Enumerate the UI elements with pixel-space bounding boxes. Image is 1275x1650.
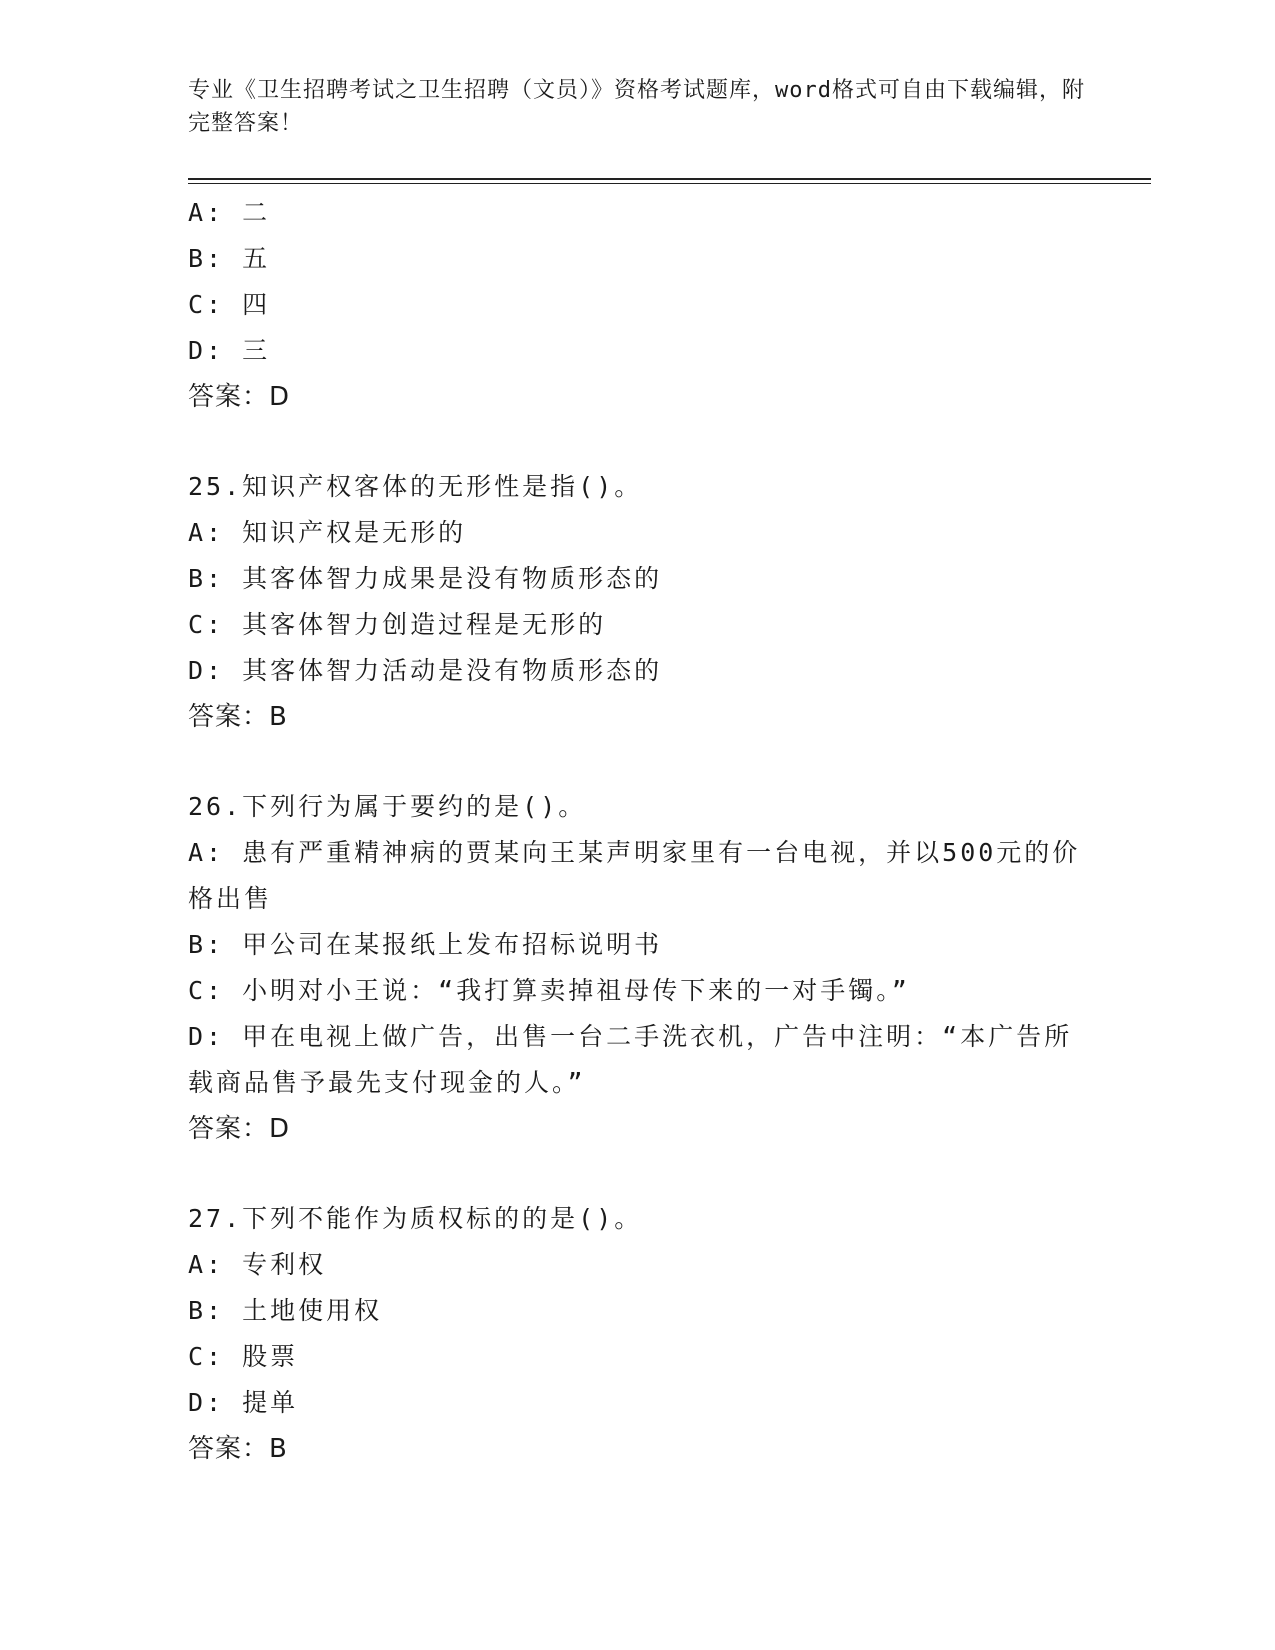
answer-line: 答案：B — [188, 702, 288, 732]
header-divider-thick — [188, 178, 1151, 180]
question-list — [188, 190, 1088, 1472]
answer-line: 答案：D — [188, 1114, 291, 1144]
spacer — [188, 740, 1088, 784]
option-a: A: 知识产权是无形的 — [188, 518, 467, 547]
answer-line: 答案：D — [188, 382, 291, 412]
header-divider-thin — [188, 183, 1151, 184]
question-text: 26.下列行为属于要约的是()。 — [188, 792, 587, 821]
option-c: C: 其客体智力创造过程是无形的 — [188, 610, 607, 639]
option-b: B: 土地使用权 — [188, 1296, 383, 1325]
option-a: A: 二 — [188, 198, 271, 227]
spacer — [188, 1152, 1088, 1196]
option-a: A: 患有严重精神病的贾某向王某声明家里有一台电视，并以500元的价格出售 — [188, 838, 1081, 913]
document-header — [188, 74, 1088, 140]
option-b: B: 甲公司在某报纸上发布招标说明书 — [188, 930, 663, 959]
answer-line: 答案：B — [188, 1434, 288, 1464]
question-27-block — [188, 1196, 1088, 1472]
option-d: D: 其客体智力活动是没有物质形态的 — [188, 656, 663, 685]
option-d: D: 甲在电视上做广告，出售一台二手洗衣机，广告中注明：“本广告所载商品售予最先支付现金的人。” — [188, 1022, 1073, 1097]
option-b: B: 五 — [188, 244, 271, 273]
header-intro-text: 专业《卫生招聘考试之卫生招聘（文员）》资格考试题库，word格式可自由下载编辑，附完整答案！ — [188, 78, 1085, 136]
option-c: C: 股票 — [188, 1342, 299, 1371]
option-b: B: 其客体智力成果是没有物质形态的 — [188, 564, 663, 593]
option-a: A: 专利权 — [188, 1250, 327, 1279]
question-text: 27.下列不能作为质权标的的是()。 — [188, 1204, 643, 1233]
question-text: 25.知识产权客体的无形性是指()。 — [188, 472, 643, 501]
option-d: D: 三 — [188, 336, 271, 365]
option-c: C: 小明对小王说：“我打算卖掉祖母传下来的一对手镯。” — [188, 976, 910, 1005]
option-d: D: 提单 — [188, 1388, 299, 1417]
question-24-block — [188, 190, 1088, 420]
spacer — [188, 420, 1088, 464]
option-c: C: 四 — [188, 290, 271, 319]
question-26-block — [188, 784, 1088, 1152]
question-25-block — [188, 464, 1088, 740]
